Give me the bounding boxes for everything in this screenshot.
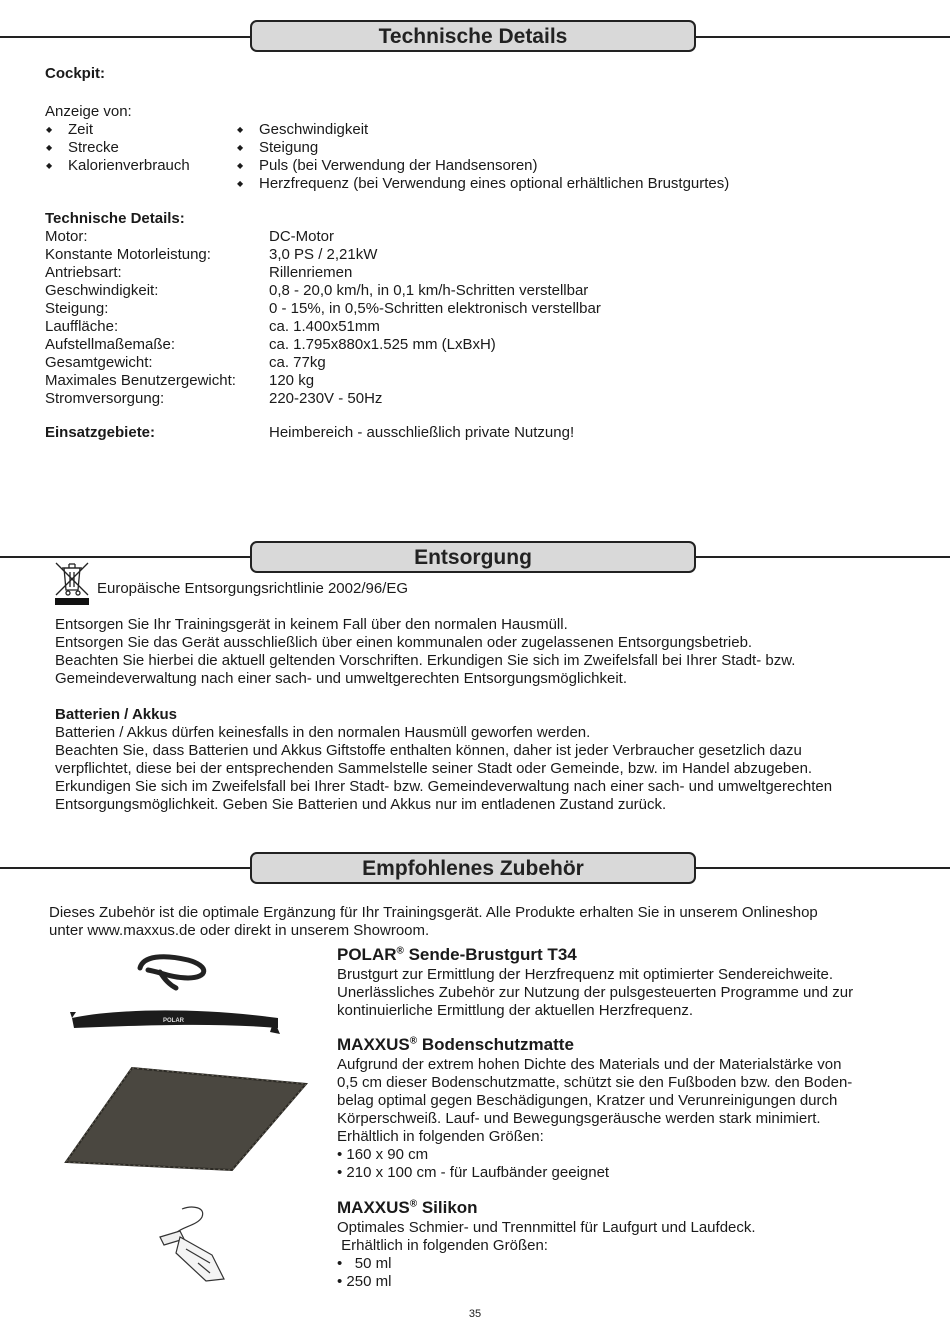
- spec-value: 0 - 15%, in 0,5%-Schritten elektronisch verstellbar: [269, 300, 601, 317]
- text-line: • 250 ml: [337, 1273, 392, 1290]
- text-line: • 160 x 90 cm: [337, 1146, 429, 1163]
- silicone-bottle-image: [152, 1203, 242, 1283]
- product-title: [337, 945, 577, 965]
- usage-label: Einsatzgebiete:: [45, 424, 156, 441]
- text-line: Unerlässliches Zubehör zur Nutzung der pulsgesteuerten Programme und zur: [337, 984, 854, 1001]
- text-line: • 50 ml: [337, 1255, 392, 1272]
- list-item: ◆ Strecke: [68, 139, 119, 157]
- product-title: [337, 1035, 574, 1055]
- text-line: Gemeindeverwaltung nach einer sach- und umweltgerechten Entsorgungsmöglichkeit.: [55, 670, 627, 687]
- product-description: [337, 1219, 756, 1291]
- text-line: Entsorgen Sie das Gerät ausschließlich über einen kommunalen oder zugelassenen Entsorgungsbetrieb.: [55, 634, 753, 651]
- spec-value: ca. 1.795x880x1.525 mm (LxBxH): [269, 336, 496, 353]
- section-title-tech: Technische Details: [250, 20, 696, 52]
- specs-heading: Technische Details:: [45, 210, 185, 227]
- spec-label: Aufstellmaßemaße:: [45, 336, 176, 353]
- product-name: Silikon: [417, 1198, 478, 1217]
- battery-heading: Batterien / Akkus: [55, 706, 177, 723]
- disposal-paragraph: [55, 616, 795, 688]
- registered-mark: ®: [396, 945, 404, 957]
- list-item: ◆ Puls (bei Verwendung der Handsensoren): [259, 157, 538, 175]
- product-brand: MAXXUS: [337, 1035, 410, 1054]
- spec-value: 220-230V - 50Hz: [269, 390, 383, 407]
- floor-mat-image: [60, 1064, 312, 1174]
- product-description: [337, 966, 853, 1020]
- spec-label: Motor:: [45, 228, 88, 245]
- text-line: Brustgurt zur Ermittlung der Herzfrequenz mit optimierter Sendereichweite.: [337, 966, 834, 983]
- spec-value: 0,8 - 20,0 km/h, in 0,1 km/h-Schritten verstellbar: [269, 282, 589, 299]
- text-line: Beachten Sie hierbei die aktuell geltenden Vorschriften. Erkundigen Sie sich im Zweifelsfall bei Ihrer Stadt- bzw.: [55, 652, 796, 669]
- display-label: Anzeige von:: [45, 103, 132, 120]
- product-title: [337, 1198, 478, 1218]
- spec-label: Geschwindigkeit:: [45, 282, 159, 299]
- text-line: Optimales Schmier- und Trennmittel für Laufgurt und Laufdeck.: [337, 1219, 756, 1236]
- text-line: Beachten Sie, dass Batterien und Akkus Giftstoffe enthalten können, daher ist jeder Verbraucher gesetzlich dazu: [55, 742, 802, 759]
- product-name: Bodenschutzmatte: [417, 1035, 574, 1054]
- accessories-intro: [49, 904, 818, 940]
- section-title-accessories: Empfohlenes Zubehör: [250, 852, 696, 884]
- spec-value: Rillenriemen: [269, 264, 353, 281]
- text-line: Entsorgen Sie Ihr Trainingsgerät in keinem Fall über den normalen Hausmüll.: [55, 616, 568, 633]
- spec-label: Stromversorgung:: [45, 390, 165, 407]
- text-line: Körperschweiß. Lauf- und Bewegungsgeräusche werden stark minimiert.: [337, 1110, 821, 1127]
- text-line: 0,5 cm dieser Bodenschutzmatte, schützt sie den Fußboden bzw. den Boden-: [337, 1074, 853, 1091]
- text-line: Aufgrund der extrem hohen Dichte des Materials und der Materialstärke von: [337, 1056, 842, 1073]
- spec-label: Maximales Benutzergewicht:: [45, 372, 236, 389]
- list-item: ◆ Herzfrequenz (bei Verwendung eines optional erhältlichen Brustgurtes): [259, 175, 729, 193]
- text-line: kontinuierliche Ermittlung der aktuellen Herzfrequenz.: [337, 1002, 694, 1019]
- spec-label: Antriebsart:: [45, 264, 122, 281]
- cockpit-heading: Cockpit:: [45, 65, 105, 82]
- text-line: belag optimal gegen Beschädigungen, Kratzer und Verunreinigungen durch: [337, 1092, 838, 1109]
- text-line: Entsorgungsmöglichkeit. Geben Sie Batterien und Akkus nur im entladenen Zustand zurück.: [55, 796, 667, 813]
- registered-mark: ®: [409, 1035, 418, 1047]
- spec-values: [269, 228, 601, 408]
- registered-mark: ®: [409, 1198, 418, 1210]
- spec-value: ca. 77kg: [269, 354, 326, 371]
- text-line: Erhältlich in folgenden Größen:: [337, 1128, 544, 1145]
- product-brand: MAXXUS: [337, 1198, 410, 1217]
- spec-labels: [45, 228, 236, 408]
- text-line: Erhältlich in folgenden Größen:: [337, 1237, 548, 1254]
- text-line: Dieses Zubehör ist die optimale Ergänzung für Ihr Trainingsgerät. Alle Produkte erhalten Sie in unserem Onlineshop: [49, 904, 818, 921]
- list-item: ◆ Steigung: [259, 139, 318, 157]
- spec-value: 120 kg: [269, 372, 315, 389]
- list-item: ◆ Geschwindigkeit: [259, 121, 368, 139]
- list-item: ◆ Kalorienverbrauch: [68, 157, 190, 175]
- usage-value: Heimbereich - ausschließlich private Nutzung!: [269, 424, 575, 441]
- page-number: 35: [468, 1308, 482, 1320]
- text-line: verpflichtet, diese bei der entsprechenden Sammelstelle seiner Stadt oder Gemeinde, bzw. im Handel abzugeben.: [55, 760, 813, 777]
- spec-label: Gesamtgewicht:: [45, 354, 153, 371]
- spec-value: ca. 1.400x51mm: [269, 318, 380, 335]
- product-description: [337, 1056, 852, 1182]
- list-item: ◆ Zeit: [68, 121, 93, 139]
- text-line: Batterien / Akkus dürfen keinesfalls in den normalen Hausmüll geworfen werden.: [55, 724, 591, 741]
- spec-value: DC-Motor: [269, 228, 335, 245]
- spec-label: Lauffläche:: [45, 318, 119, 335]
- chest-strap-image: [68, 948, 283, 1044]
- spec-label: Steigung:: [45, 300, 109, 317]
- spec-label: Konstante Motorleistung:: [45, 246, 211, 263]
- battery-paragraph: [55, 724, 832, 814]
- product-name: Sende-Brustgurt T34: [403, 945, 577, 964]
- directive-text: Europäische Entsorgungsrichtlinie 2002/96/EG: [97, 580, 409, 597]
- spec-value: 3,0 PS / 2,21kW: [269, 246, 378, 263]
- text-line: unter www.maxxus.de oder direkt in unserem Showroom.: [49, 922, 430, 939]
- text-line: • 210 x 100 cm - für Laufbänder geeignet: [337, 1164, 610, 1181]
- strap-logo-text: POLAR: [163, 1018, 184, 1024]
- text-line: Erkundigen Sie sich im Zweifelsfall bei Ihrer Stadt- bzw. Gemeindeverwaltung nach einer sach- und umweltgerechten: [55, 778, 833, 795]
- product-brand: POLAR: [337, 945, 397, 964]
- section-title-disposal: Entsorgung: [250, 541, 696, 573]
- weee-bin-icon: [53, 560, 91, 606]
